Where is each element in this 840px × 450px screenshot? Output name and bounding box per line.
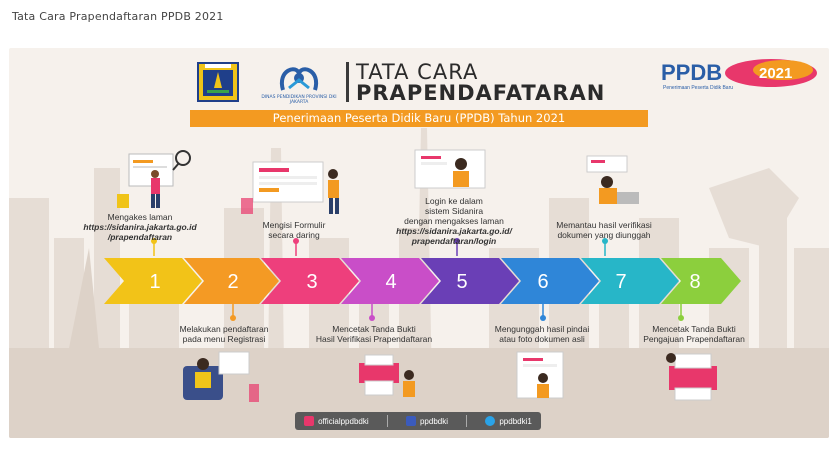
step-number-5: 5 [456, 271, 468, 293]
social-separator [466, 415, 467, 427]
instagram-handle[interactable]: officialppdbdki [304, 416, 369, 426]
step-number-8: 8 [689, 271, 701, 293]
social-media-bar [295, 412, 541, 430]
illustration-step-7 [579, 152, 649, 208]
poster-title-line1: TATA CARA [356, 60, 479, 84]
step-7-description: Memantau hasil verifikasi dokumen yang diunggah [556, 220, 652, 240]
step-number-6: 6 [537, 271, 549, 293]
ppdb-logo-text: PPDB [661, 60, 723, 85]
ppdb-logo-tagline: Penerimaan Peserta Didik Baru [663, 85, 734, 91]
poster-title-line2: PRAPENDAFATARAN [356, 81, 606, 105]
illustration-step-1 [109, 148, 199, 210]
step-number-4: 4 [385, 271, 397, 293]
step-number-7: 7 [615, 271, 627, 293]
social-separator [387, 415, 388, 427]
illustration-step-2 [179, 348, 269, 408]
step-3-description: Mengisi Formulir secara daring [262, 220, 326, 240]
facebook-icon [406, 416, 416, 426]
facebook-handle[interactable]: ppdbdki [406, 416, 448, 426]
step-number-2: 2 [227, 271, 239, 293]
illustration-step-5 [411, 146, 491, 194]
ppdb-logo-year: 2021 [759, 65, 793, 82]
instagram-icon [304, 416, 314, 426]
step-4-description: Mencetak Tanda Bukti Hasil Verifikasi Prapendaftaran [315, 324, 433, 344]
infographic-poster [9, 48, 829, 438]
twitter-handle[interactable]: ppdbdki1 [485, 416, 531, 426]
step-8-description: Mencetak Tanda Bukti Pengajuan Prapendaftaran [643, 324, 745, 344]
page-title: Tata Cara Prapendaftaran PPDB 2021 [12, 10, 224, 23]
twitter-icon [485, 416, 495, 426]
poster-subtitle: Penerimaan Peserta Didik Baru (PPDB) Tahun 2021 [190, 110, 648, 127]
illustration-step-4 [339, 353, 429, 405]
step-number-3: 3 [306, 271, 318, 293]
step-1-description: Mengakes laman https://sidanira.jakarta.go.id /prapendaftaran [83, 212, 197, 242]
step-number-1: 1 [149, 271, 161, 293]
step-5-description: Login ke dalam sistem Sidanira dengan mengakses laman https://sidanira.jakarta.go.id/ prapendaftaran/login [396, 196, 512, 246]
disdik-caption: DINAS PENDIDIKAN PROVINSI DKI JAKARTA [261, 95, 337, 105]
step-2-description: Melakukan pendaftaran pada menu Registrasi [179, 324, 269, 344]
illustration-step-3 [239, 158, 359, 218]
step-6-description: Mengunggah hasil pindai atau foto dokumen asli [494, 324, 590, 344]
illustration-step-8 [659, 348, 729, 404]
illustration-step-6 [509, 348, 579, 404]
